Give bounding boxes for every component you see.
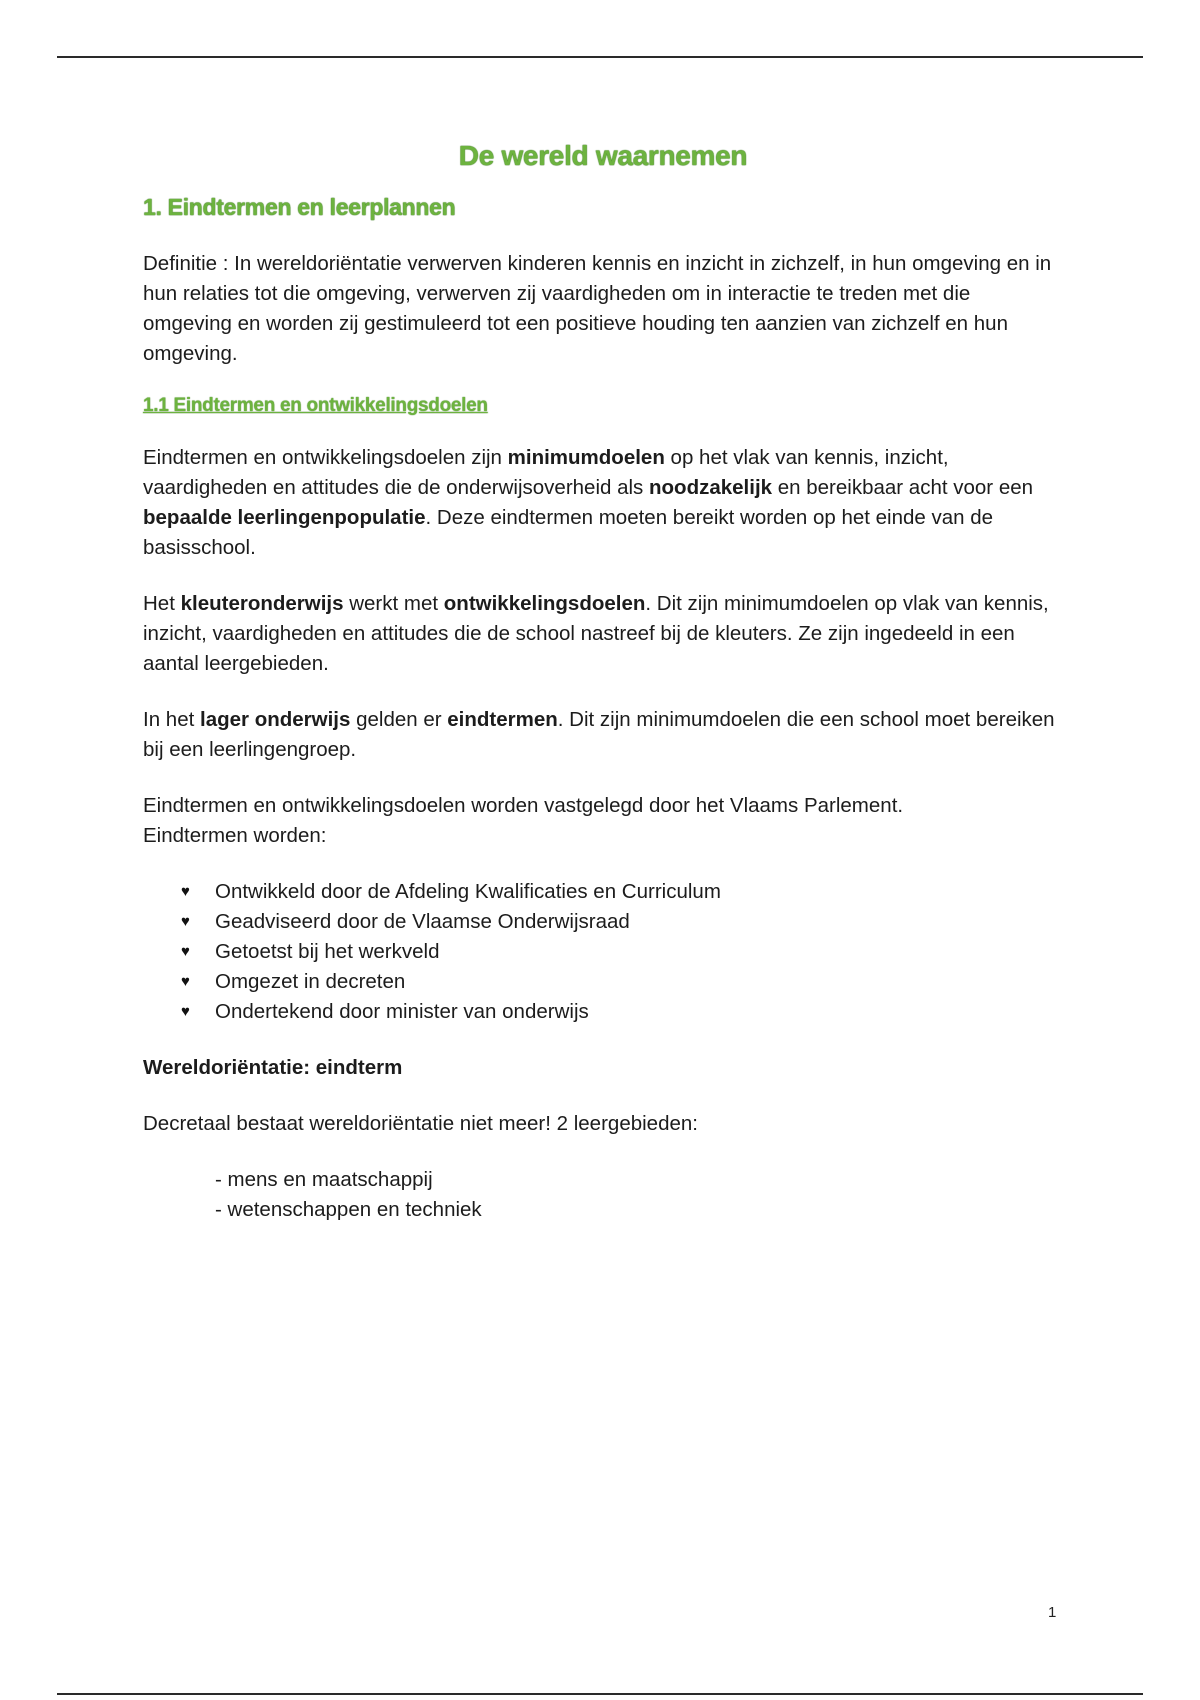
page-number: 1 bbox=[1048, 1604, 1057, 1621]
list-item: ♥ Omgezet in decreten bbox=[181, 967, 1063, 997]
list-item: ♥ Ondertekend door minister van onderwijs bbox=[181, 997, 1063, 1027]
leergebieden-list bbox=[143, 1165, 1063, 1225]
top-rule bbox=[57, 56, 1143, 58]
heart-bullet-icon: ♥ bbox=[181, 973, 190, 990]
bottom-rule bbox=[57, 1693, 1143, 1695]
list-item: ♥ Ontwikkeld door de Afdeling Kwalificaties en Curriculum bbox=[181, 877, 1063, 907]
section-heading-1: 1. Eindtermen en leerplannen bbox=[143, 194, 456, 220]
list-item: ♥ Getoetst bij het werkveld bbox=[181, 937, 1063, 967]
paragraph-kleuteronderwijs: Het kleuteronderwijs werkt met ontwikkelingsdoelen. Dit zijn minimumdoelen op vlak van kennis, inzicht, vaardigheden en attitudes die de school nastreef bij de kleuters. Ze zijn ingedeeld in een aantal leergebieden. bbox=[143, 592, 1049, 675]
list-item: ♥ Geadviseerd door de Vlaamse Onderwijsraad bbox=[181, 907, 1063, 937]
subheading-eindterm: Wereldoriëntatie: eindterm bbox=[143, 1056, 403, 1079]
heart-bullet-icon: ♥ bbox=[181, 1003, 190, 1020]
list-item: - mens en maatschappij bbox=[215, 1168, 433, 1191]
paragraph-vlaams-parlement: Eindtermen en ontwikkelingsdoelen worden vastgelegd door het Vlaams Parlement. Eindtermen worden: bbox=[143, 794, 904, 847]
paragraph-lager-onderwijs: In het lager onderwijs gelden er eindtermen. Dit zijn minimumdoelen die een school moet bereiken bij een leerlingengroep. bbox=[143, 708, 1055, 761]
document-page bbox=[143, 140, 1063, 1225]
heart-bullet-icon: ♥ bbox=[181, 913, 190, 930]
definition-paragraph: Definitie : In wereldoriëntatie verwerven kinderen kennis en inzicht in zichzelf, in hun omgeving en in hun relaties tot die omgeving, verwerven zij vaardigheden om in interactie te treden met die omgeving en worden zij gestimuleerd tot een positieve houding ten aanzien van zichzelf en hun omgeving. bbox=[143, 252, 1052, 365]
paragraph-minimumdoelen: Eindtermen en ontwikkelingsdoelen zijn minimumdoelen op het vlak van kennis, inzicht, vaardigheden en attitudes die de onderwijsoverheid als noodzakelijk en bereikbaar acht voor een bepaalde leerlingenpopulatie. Deze eindtermen moeten bereikt worden op het einde van de basisschool. bbox=[143, 446, 1034, 559]
heart-bullet-icon: ♥ bbox=[181, 943, 190, 960]
eindtermen-bullet-list bbox=[143, 877, 1063, 1027]
document-title: De wereld waarnemen bbox=[458, 140, 748, 171]
section-heading-1-1: 1.1 Eindtermen en ontwikkelingsdoelen bbox=[143, 395, 488, 416]
heart-bullet-icon: ♥ bbox=[181, 883, 190, 900]
paragraph-decretaal: Decretaal bestaat wereldoriëntatie niet meer! 2 leergebieden: bbox=[143, 1112, 698, 1135]
list-item: - wetenschappen en techniek bbox=[215, 1198, 482, 1221]
